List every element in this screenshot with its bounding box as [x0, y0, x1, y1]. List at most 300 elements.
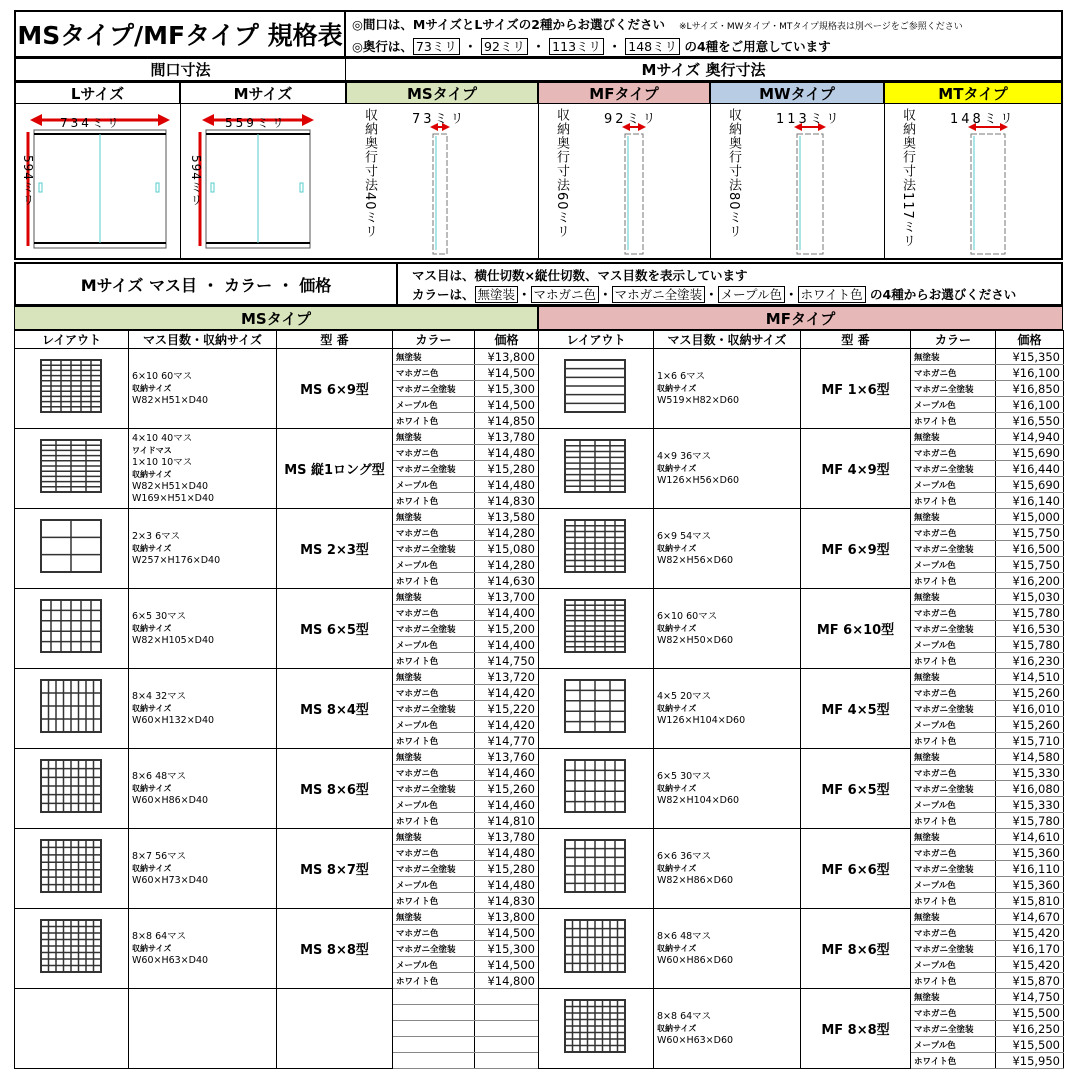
- price: ¥16,530: [996, 621, 1064, 637]
- color-name: メープル色: [911, 557, 996, 573]
- color-name: マホガニ全塗装: [911, 861, 996, 877]
- price: ¥13,760: [475, 749, 539, 765]
- model-number: MS 8×8型: [277, 909, 393, 989]
- price: ¥16,010: [996, 701, 1064, 717]
- size-line: W60×H132×D40: [132, 714, 215, 726]
- color-name: ホワイト色: [911, 653, 996, 669]
- color-name: メープル色: [911, 397, 996, 413]
- header-row: [539, 331, 1064, 349]
- layout-grid-icon: [564, 519, 628, 575]
- color-name: ホワイト色: [393, 413, 475, 429]
- color-name: マホガニ色: [911, 845, 996, 861]
- layout-grid-icon: [40, 439, 104, 495]
- size-cell: [129, 429, 277, 509]
- price: ¥13,580: [475, 509, 539, 525]
- price: ¥15,220: [475, 701, 539, 717]
- color-name: 無塗装: [393, 669, 475, 685]
- size-cell: [129, 669, 277, 749]
- price: ¥15,200: [475, 621, 539, 637]
- price: ¥13,700: [475, 589, 539, 605]
- price: ¥15,690: [996, 477, 1064, 493]
- color-name: マホガニ全塗装: [393, 541, 475, 557]
- price: ¥14,420: [475, 717, 539, 733]
- layout-grid-icon: [40, 759, 104, 815]
- price: ¥15,260: [475, 781, 539, 797]
- size-line: W82×H86×D60: [657, 874, 734, 886]
- color-name: マホガニ色: [393, 685, 475, 701]
- color-name: マホガニ全塗装: [911, 461, 996, 477]
- price: ¥15,750: [996, 557, 1064, 573]
- column-header: 価格: [996, 331, 1064, 349]
- model-number: MF 4×9型: [801, 429, 911, 509]
- column-header: 型 番: [277, 331, 393, 349]
- price: ¥14,500: [475, 397, 539, 413]
- inner-depth-label: 収納奥行寸法80ミリ: [726, 108, 741, 239]
- color-name: ホワイト色: [393, 493, 475, 509]
- color-option: マホガニ全塗装: [612, 286, 706, 303]
- ms-table: [14, 330, 539, 1069]
- color-name: 無塗装: [911, 589, 996, 605]
- color-name: ホワイト色: [911, 493, 996, 509]
- depth-option: 92ミリ: [481, 38, 528, 55]
- color-name: ホワイト色: [393, 653, 475, 669]
- price: ¥15,950: [996, 1053, 1064, 1069]
- divider: [180, 104, 181, 258]
- size-line: 8×8 64マス: [132, 930, 187, 942]
- separator: ・: [599, 287, 612, 302]
- price: ¥14,830: [475, 893, 539, 909]
- model-number: MS 6×9型: [277, 349, 393, 429]
- color-name: ホワイト色: [393, 893, 475, 909]
- size-line: 8×7 56マス: [132, 850, 187, 862]
- table-row: [15, 829, 539, 845]
- price: ¥15,360: [996, 877, 1064, 893]
- color-name: 無塗装: [911, 509, 996, 525]
- depth-drawing: [964, 122, 1024, 256]
- color-name: マホガニ色: [911, 525, 996, 541]
- size-line: W126×H56×D60: [657, 474, 740, 486]
- width-dimension: 559ミリ: [225, 116, 287, 130]
- color-name: ホワイト色: [911, 1053, 996, 1069]
- price: ¥14,500: [475, 365, 539, 381]
- size-line: 収納サイズ: [657, 943, 697, 953]
- price: ¥14,830: [475, 493, 539, 509]
- color-name: [393, 1037, 475, 1053]
- size-line: W126×H104×D60: [657, 714, 746, 726]
- price: [475, 1053, 539, 1069]
- color-name: ホワイト色: [393, 573, 475, 589]
- table-row: [539, 349, 1064, 365]
- price: ¥13,800: [475, 349, 539, 365]
- price: ¥14,480: [475, 477, 539, 493]
- color-name: メープル色: [911, 717, 996, 733]
- table-row: [15, 429, 539, 445]
- table-row: [539, 429, 1064, 445]
- size-line: 4×9 36マス: [657, 450, 712, 462]
- color-name: マホガニ色: [911, 445, 996, 461]
- layout-cell: [539, 829, 654, 909]
- layout-grid-icon: [40, 679, 104, 735]
- color-name: 無塗装: [393, 909, 475, 925]
- color-name: メープル色: [393, 637, 475, 653]
- size-line: 1×10 10マス: [132, 456, 193, 468]
- price: ¥15,420: [996, 957, 1064, 973]
- l-size-label: Lサイズ: [14, 82, 180, 104]
- price: ¥14,480: [475, 445, 539, 461]
- color-name: 無塗装: [393, 349, 475, 365]
- size-line: 6×5 30マス: [657, 770, 712, 782]
- color-name: メープル色: [393, 397, 475, 413]
- price: ¥13,800: [475, 909, 539, 925]
- price-note1: マス目は、横仕切数×縦仕切数、マス目数を表示しています: [412, 268, 748, 283]
- size-cell: [129, 989, 277, 1069]
- price: ¥14,420: [475, 685, 539, 701]
- size-line: 収納サイズ: [132, 783, 172, 793]
- model-number: MS 6×5型: [277, 589, 393, 669]
- column-header: 型 番: [801, 331, 911, 349]
- color-name: ホワイト色: [393, 813, 475, 829]
- size-cell: [654, 829, 801, 909]
- price: ¥15,280: [475, 461, 539, 477]
- color-name: ホワイト色: [911, 973, 996, 989]
- depth-dimension: 148ミリ: [950, 112, 1016, 127]
- color-name: 無塗装: [911, 829, 996, 845]
- depth-dimension: 73ミリ: [412, 112, 467, 127]
- size-line: 収納サイズ: [657, 463, 697, 473]
- table-row: [539, 749, 1064, 765]
- color-name: ホワイト色: [393, 973, 475, 989]
- price: ¥16,100: [996, 365, 1064, 381]
- color-name: マホガニ全塗装: [911, 541, 996, 557]
- inner-depth-label: 収納奥行寸法40ミリ: [362, 108, 377, 239]
- model-number: MS 8×4型: [277, 669, 393, 749]
- size-line: ワイドマス: [132, 445, 172, 455]
- table-row: [15, 989, 539, 1005]
- depth-dimension: 92ミリ: [604, 112, 659, 127]
- column-header: マス目数・収納サイズ: [654, 331, 801, 349]
- layout-cell: [15, 509, 129, 589]
- type-header: MTタイプ: [884, 82, 1063, 104]
- color-name: マホガニ色: [393, 925, 475, 941]
- layout-cell: [539, 349, 654, 429]
- price: ¥15,300: [475, 941, 539, 957]
- price: ¥14,610: [996, 829, 1064, 845]
- size-line: W169×H51×D40: [132, 492, 215, 504]
- color-option: マホガニ色: [531, 286, 600, 303]
- size-line: W60×H73×D40: [132, 874, 209, 886]
- color-name: マホガニ全塗装: [911, 381, 996, 397]
- note-line2-pre: ◎奥行は、: [352, 39, 413, 54]
- size-line: 収納サイズ: [657, 703, 697, 713]
- size-line: 収納サイズ: [657, 783, 697, 793]
- layout-cell: [539, 509, 654, 589]
- price: ¥16,440: [996, 461, 1064, 477]
- color-name: [393, 1053, 475, 1069]
- price: ¥15,330: [996, 765, 1064, 781]
- color-name: メープル色: [911, 797, 996, 813]
- size-line: 収納サイズ: [657, 863, 697, 873]
- layout-cell: [539, 749, 654, 829]
- layout-cell: [15, 589, 129, 669]
- model-number: MS 2×3型: [277, 509, 393, 589]
- size-line: 収納サイズ: [657, 1023, 697, 1033]
- color-name: マホガニ全塗装: [911, 701, 996, 717]
- model-number: MF 6×5型: [801, 749, 911, 829]
- column-header: カラー: [911, 331, 996, 349]
- layout-grid-icon: [564, 999, 628, 1055]
- color-name: マホガニ全塗装: [393, 781, 475, 797]
- layout-cell: [15, 909, 129, 989]
- size-cell: [654, 989, 801, 1069]
- price: ¥16,550: [996, 413, 1064, 429]
- mf-type-band: MFタイプ: [538, 306, 1063, 330]
- column-header: マス目数・収納サイズ: [129, 331, 277, 349]
- color-name: マホガニ色: [911, 365, 996, 381]
- layout-cell: [15, 749, 129, 829]
- table-row: [15, 749, 539, 765]
- model-number: MF 8×6型: [801, 909, 911, 989]
- layout-grid-icon: [40, 839, 104, 895]
- layout-grid-icon: [564, 759, 628, 815]
- price: ¥15,690: [996, 445, 1064, 461]
- layout-grid-icon: [564, 359, 628, 415]
- price: ¥15,810: [996, 893, 1064, 909]
- size-line: 収納サイズ: [132, 383, 172, 393]
- layout-cell: [539, 669, 654, 749]
- color-name: マホガニ色: [393, 365, 475, 381]
- note-line1: ◎間口は、MサイズとLサイズの2種からお選びください: [352, 17, 666, 32]
- price: [475, 1037, 539, 1053]
- color-name: メープル色: [393, 477, 475, 493]
- price: ¥14,750: [996, 989, 1064, 1005]
- price: [475, 1021, 539, 1037]
- color-name: 無塗装: [911, 429, 996, 445]
- model-number: [277, 989, 393, 1069]
- price: ¥15,260: [996, 717, 1064, 733]
- inner-depth-label: 収納奥行寸法60ミリ: [554, 108, 569, 239]
- price: ¥15,000: [996, 509, 1064, 525]
- size-line: 6×10 60マス: [132, 370, 193, 382]
- type-header: MSタイプ: [346, 82, 538, 104]
- table-row: [539, 509, 1064, 525]
- color-name: マホガニ色: [393, 765, 475, 781]
- m-size-label: Mサイズ: [180, 82, 346, 104]
- size-line: 6×10 60マス: [657, 610, 718, 622]
- column-header: カラー: [393, 331, 475, 349]
- price: ¥14,630: [475, 573, 539, 589]
- color-name: 無塗装: [911, 669, 996, 685]
- color-name: メープル色: [911, 957, 996, 973]
- color-name: 無塗装: [393, 429, 475, 445]
- size-line: W82×H104×D60: [657, 794, 740, 806]
- size-line: 8×8 64マス: [657, 1010, 712, 1022]
- size-line: 収納サイズ: [132, 543, 172, 553]
- color-option: 無塗装: [475, 286, 519, 303]
- separator: ・: [604, 39, 626, 54]
- model-number: MF 4×5型: [801, 669, 911, 749]
- table-row: [539, 829, 1064, 845]
- color-option: ホワイト色: [798, 286, 866, 303]
- color-name: 無塗装: [911, 909, 996, 925]
- table-row: [539, 589, 1064, 605]
- price: ¥15,780: [996, 605, 1064, 621]
- separator: ・: [518, 287, 531, 302]
- size-cell: [654, 589, 801, 669]
- color-name: 無塗装: [393, 509, 475, 525]
- price: ¥15,280: [475, 861, 539, 877]
- size-line: 6×5 30マス: [132, 610, 187, 622]
- note-small: ※Lサイズ・MWタイプ・MTタイプ規格表は別ページをご参照ください: [679, 22, 963, 32]
- size-cell: [654, 509, 801, 589]
- model-number: MF 6×9型: [801, 509, 911, 589]
- price: ¥15,750: [996, 525, 1064, 541]
- type-header: MWタイプ: [710, 82, 884, 104]
- layout-grid-icon: [564, 679, 628, 735]
- size-line: 8×6 48マス: [657, 930, 712, 942]
- notes: [346, 10, 1063, 58]
- size-line: 収納サイズ: [132, 623, 172, 633]
- layout-grid-icon: [40, 919, 104, 975]
- layout-grid-icon: [40, 519, 104, 575]
- model-number: MS 8×7型: [277, 829, 393, 909]
- color-name: マホガニ全塗装: [393, 621, 475, 637]
- price: ¥15,300: [475, 381, 539, 397]
- page-title: MSタイプ/MFタイプ 規格表: [14, 10, 346, 58]
- size-cell: [129, 829, 277, 909]
- mf-table: [538, 330, 1064, 1069]
- size-line: 8×6 48マス: [132, 770, 187, 782]
- layout-grid-icon: [40, 599, 104, 655]
- price: ¥16,110: [996, 861, 1064, 877]
- model-number: MS 8×6型: [277, 749, 393, 829]
- color-name: メープル色: [911, 477, 996, 493]
- size-line: 収納サイズ: [132, 943, 172, 953]
- color-name: マホガニ全塗装: [911, 781, 996, 797]
- depth-section-title: Mサイズ 奥行寸法: [346, 58, 1063, 82]
- price: ¥14,580: [996, 749, 1064, 765]
- layout-cell: [15, 349, 129, 429]
- color-name: マホガニ色: [911, 685, 996, 701]
- header-row: [15, 331, 539, 349]
- size-line: 8×4 32マス: [132, 690, 187, 702]
- color-name: マホガニ色: [393, 845, 475, 861]
- color-name: ホワイト色: [393, 733, 475, 749]
- size-line: 収納サイズ: [132, 469, 172, 479]
- price: ¥15,330: [996, 797, 1064, 813]
- size-line: 収納サイズ: [657, 543, 697, 553]
- price: ¥13,780: [475, 429, 539, 445]
- price: ¥14,810: [475, 813, 539, 829]
- table-row: [539, 669, 1064, 685]
- size-line: 収納サイズ: [132, 703, 172, 713]
- size-cell: [654, 669, 801, 749]
- size-line: 6×6 36マス: [657, 850, 712, 862]
- price: ¥14,800: [475, 973, 539, 989]
- table-row: [15, 349, 539, 365]
- depth-drawing: [618, 122, 678, 256]
- price: ¥14,670: [996, 909, 1064, 925]
- price: ¥16,200: [996, 573, 1064, 589]
- layout-grid-icon: [564, 839, 628, 895]
- price: ¥15,260: [996, 685, 1064, 701]
- size-cell: [129, 909, 277, 989]
- layout-grid-icon: [564, 919, 628, 975]
- color-name: メープル色: [393, 957, 475, 973]
- size-line: W60×H86×D40: [132, 794, 209, 806]
- depth-option: 148ミリ: [625, 38, 680, 55]
- layout-cell: [15, 829, 129, 909]
- layout-cell: [539, 909, 654, 989]
- price: ¥15,500: [996, 1005, 1064, 1021]
- price: ¥15,030: [996, 589, 1064, 605]
- separator: ・: [527, 39, 550, 54]
- size-line: 4×5 20マス: [657, 690, 712, 702]
- depth-dimension: 113ミリ: [776, 112, 842, 127]
- color-name: マホガニ全塗装: [393, 701, 475, 717]
- color-name: マホガニ色: [393, 445, 475, 461]
- column-header: レイアウト: [539, 331, 654, 349]
- size-cell: [129, 589, 277, 669]
- table-row: [15, 509, 539, 525]
- price: ¥14,400: [475, 637, 539, 653]
- color-name: メープル色: [393, 717, 475, 733]
- price: [475, 1005, 539, 1021]
- separator: ・: [705, 287, 718, 302]
- price: ¥14,500: [475, 925, 539, 941]
- layout-cell: [15, 669, 129, 749]
- size-line: 6×9 54マス: [657, 530, 712, 542]
- color-name: マホガニ色: [911, 765, 996, 781]
- size-line: 収納サイズ: [132, 863, 172, 873]
- price: ¥14,500: [475, 957, 539, 973]
- table-row: [539, 989, 1064, 1005]
- size-line: W82×H105×D40: [132, 634, 215, 646]
- size-cell: [654, 429, 801, 509]
- model-number: MF 6×6型: [801, 829, 911, 909]
- color-name: マホガニ全塗装: [393, 861, 475, 877]
- color-name: ホワイト色: [911, 733, 996, 749]
- size-cell: [654, 749, 801, 829]
- price: ¥14,850: [475, 413, 539, 429]
- layout-cell: [539, 589, 654, 669]
- size-line: 4×10 40マス: [132, 432, 193, 444]
- table-row: [15, 589, 539, 605]
- table-row: [539, 909, 1064, 925]
- size-line: 収納サイズ: [657, 623, 697, 633]
- price: ¥16,170: [996, 941, 1064, 957]
- price: ¥14,770: [475, 733, 539, 749]
- size-line: W82×H51×D40: [132, 394, 209, 406]
- color-name: マホガニ色: [393, 525, 475, 541]
- table-row: [15, 909, 539, 925]
- color-name: 無塗装: [393, 829, 475, 845]
- price-note2-post: の4種からお選びください: [865, 287, 1017, 302]
- color-name: 無塗装: [911, 749, 996, 765]
- price: ¥15,870: [996, 973, 1064, 989]
- color-name: マホガニ色: [911, 1005, 996, 1021]
- layout-grid-icon: [564, 599, 628, 655]
- depth-option: 73ミリ: [413, 38, 460, 55]
- size-line: W82×H50×D60: [657, 634, 734, 646]
- inner-depth-label: 収納奥行寸法117ミリ: [900, 108, 915, 248]
- color-name: メープル色: [393, 797, 475, 813]
- price-note2-pre: カラーは、: [412, 287, 475, 302]
- price: ¥14,940: [996, 429, 1064, 445]
- color-name: マホガニ全塗装: [393, 461, 475, 477]
- model-number: MF 1×6型: [801, 349, 911, 429]
- model-number: MF 6×10型: [801, 589, 911, 669]
- size-line: W82×H51×D40: [132, 480, 209, 492]
